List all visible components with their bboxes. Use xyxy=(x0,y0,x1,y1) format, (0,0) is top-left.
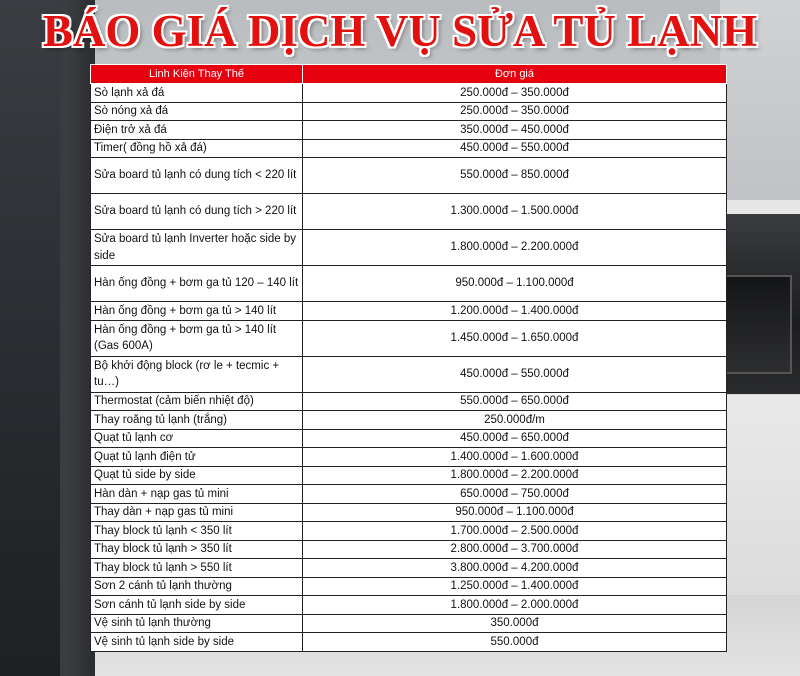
table-body xyxy=(91,84,727,652)
component-price: 250.000đ – 350.000đ xyxy=(303,102,727,121)
component-price: 1.700.000đ – 2.500.000đ xyxy=(303,522,727,541)
component-price: 1.250.000đ – 1.400.000đ xyxy=(303,577,727,596)
kitchen-plinth xyxy=(720,395,800,595)
component-price: 250.000đ – 350.000đ xyxy=(303,84,727,103)
fridge-door xyxy=(0,0,60,676)
table-row xyxy=(91,429,727,448)
component-price: 1.200.000đ – 1.400.000đ xyxy=(303,302,727,321)
component-price: 450.000đ – 650.000đ xyxy=(303,429,727,448)
table-row xyxy=(91,448,727,467)
component-name: Hàn ống đồng + bơm ga tủ > 140 lít xyxy=(91,302,303,321)
table-row xyxy=(91,302,727,321)
table-row xyxy=(91,139,727,158)
component-name: Hàn ống đồng + bơm ga tủ > 140 lít (Gas 600A) xyxy=(91,320,303,356)
component-price: 250.000đ/m xyxy=(303,411,727,430)
oven-window xyxy=(724,275,792,374)
table-row xyxy=(91,411,727,430)
table-row xyxy=(91,485,727,504)
component-price: 450.000đ – 550.000đ xyxy=(303,356,727,392)
table-row xyxy=(91,540,727,559)
table-row xyxy=(91,230,727,266)
component-name: Sò nóng xả đá xyxy=(91,102,303,121)
table-row xyxy=(91,266,727,302)
table-row xyxy=(91,577,727,596)
table-row xyxy=(91,121,727,140)
table-row xyxy=(91,84,727,103)
component-price: 350.000đ – 450.000đ xyxy=(303,121,727,140)
component-name: Sửa board tủ lạnh có dung tích > 220 lít xyxy=(91,194,303,230)
component-name: Quạt tủ lạnh điện tử xyxy=(91,448,303,467)
table-row xyxy=(91,320,727,356)
component-price: 950.000đ – 1.100.000đ xyxy=(303,266,727,302)
component-name: Thay dàn + nạp gas tủ mini xyxy=(91,503,303,522)
page-title: BÁO GIÁ DỊCH VỤ SỬA TỦ LẠNH xyxy=(42,6,758,56)
price-table xyxy=(90,64,727,652)
table-row xyxy=(91,194,727,230)
component-price: 1.450.000đ – 1.650.000đ xyxy=(303,320,727,356)
component-price: 1.800.000đ – 2.000.000đ xyxy=(303,596,727,615)
header-price: Đơn giá xyxy=(303,65,727,84)
component-name: Thay roăng tủ lạnh (trắng) xyxy=(91,411,303,430)
header-component: Linh Kiện Thay Thế xyxy=(91,65,303,84)
table-row xyxy=(91,633,727,652)
component-price: 950.000đ – 1.100.000đ xyxy=(303,503,727,522)
table-row xyxy=(91,392,727,411)
component-price: 1.800.000đ – 2.200.000đ xyxy=(303,466,727,485)
component-price: 450.000đ – 550.000đ xyxy=(303,139,727,158)
component-price: 2.800.000đ – 3.700.000đ xyxy=(303,540,727,559)
table-row xyxy=(91,158,727,194)
table-row xyxy=(91,559,727,578)
component-price: 3.800.000đ – 4.200.000đ xyxy=(303,559,727,578)
component-name: Vệ sinh tủ lạnh thường xyxy=(91,614,303,633)
component-name: Điện trở xả đá xyxy=(91,121,303,140)
component-price: 550.000đ – 650.000đ xyxy=(303,392,727,411)
component-price: 1.300.000đ – 1.500.000đ xyxy=(303,194,727,230)
table-row xyxy=(91,596,727,615)
component-name: Quạt tủ lạnh cơ xyxy=(91,429,303,448)
component-name: Hàn ống đồng + bơm ga tủ 120 – 140 lít xyxy=(91,266,303,302)
component-price: 1.400.000đ – 1.600.000đ xyxy=(303,448,727,467)
table-row xyxy=(91,503,727,522)
component-name: Sửa board tủ lạnh có dung tích < 220 lít xyxy=(91,158,303,194)
table-row xyxy=(91,522,727,541)
component-name: Sơn 2 cánh tủ lạnh thường xyxy=(91,577,303,596)
table-row xyxy=(91,356,727,392)
component-name: Vệ sinh tủ lạnh side by side xyxy=(91,633,303,652)
component-name: Thay block tủ lạnh < 350 lít xyxy=(91,522,303,541)
component-name: Thay block tủ lạnh > 350 lít xyxy=(91,540,303,559)
price-table-container xyxy=(90,64,726,652)
table-header-row xyxy=(91,65,727,84)
component-name: Sửa board tủ lạnh Inverter hoặc side by side xyxy=(91,230,303,266)
component-name: Sơn cánh tủ lạnh side by side xyxy=(91,596,303,615)
component-name: Thermostat (cảm biến nhiệt độ) xyxy=(91,392,303,411)
component-name: Bộ khởi động block (rơ le + tecmic + tu…) xyxy=(91,356,303,392)
component-name: Thay block tủ lạnh > 550 lít xyxy=(91,559,303,578)
component-name: Quạt tủ side by side xyxy=(91,466,303,485)
component-price: 350.000đ xyxy=(303,614,727,633)
component-price: 650.000đ – 750.000đ xyxy=(303,485,727,504)
table-row xyxy=(91,102,727,121)
kitchen-counter xyxy=(722,200,800,214)
component-name: Sò lạnh xả đá xyxy=(91,84,303,103)
table-row xyxy=(91,614,727,633)
component-price: 1.800.000đ – 2.200.000đ xyxy=(303,230,727,266)
component-name: Timer( đồng hồ xả đá) xyxy=(91,139,303,158)
component-price: 550.000đ xyxy=(303,633,727,652)
component-price: 550.000đ – 850.000đ xyxy=(303,158,727,194)
component-name: Hàn dàn + nạp gas tủ mini xyxy=(91,485,303,504)
table-row xyxy=(91,466,727,485)
